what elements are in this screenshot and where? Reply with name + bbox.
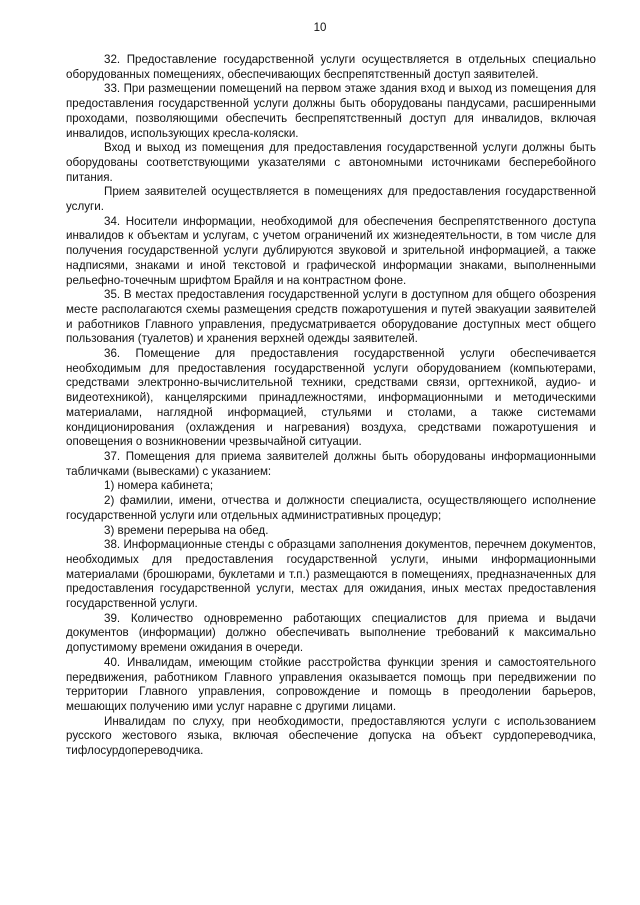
paragraph-33: 33. При размещении помещений на первом этаже здания вход и выход из помещения для предоставления государственной услуги должны быть оборудованы пандусами, расширенными проходами, позволяющими обеспечить беспрепятственный доступ для инвалидов, включая инвалидов, использующих кресла-коляски. xyxy=(66,82,596,140)
paragraph-39: 39. Количество одновременно работающих специалистов для приема и выдачи документов (информации) должно обеспечивать выполнение требований к максимально допустимому времени ожидания в очереди. xyxy=(66,611,596,655)
list-item-1: 1) номера кабинета; xyxy=(104,479,214,493)
paragraph-34: 34. Носители информации, необходимой для обеспечения беспрепятственного доступа инвалидов к объектам и услугам, с учетом ограничений их жизнедеятельности, в том числе для получения государственной услуги дублируются звуковой и зрительной информацией, а также надписями, знаками и иной текстовой и графической информации знаками, выполненными рельефно-точечным шрифтом Брайля и на контрастном фоне. xyxy=(66,214,596,287)
paragraph-35: 35. В местах предоставления государственной услуги в доступном для общего обозрения месте располагаются схемы размещения средств пожаротушения и путей эвакуации заявителей и работников Главного управления, предусматривается оборудование доступных мест общего пользования (туалетов) и хранения верхней одежды заявителей. xyxy=(66,288,596,346)
paragraph-38: 38. Информационные стенды с образцами заполнения документов, перечнем документов, необходимых для предоставления государственной услуги, иными информационными материалами (брошюрами, буклетами и т.п.) размещаются в помещениях, предназначенных для предоставления государственной услуги, местах для ожидания, иных местах предоставления государственной услуги. xyxy=(66,538,596,611)
page-number: 10 xyxy=(313,22,327,34)
list-item-3: 3) времени перерыва на обед. xyxy=(104,523,269,537)
paragraph-33-entrance-signs: Вход и выход из помещения для предоставления государственной услуги должны быть оборудованы соответствующими указателями с автономными источниками бесперебойного питания. xyxy=(66,141,596,184)
document-body xyxy=(66,53,596,759)
paragraph-36: 36. Помещение для предоставления государственной услуги обеспечивается необходимым для предоставления государственной услуги оборудованием (компьютерами, средствами электронно-вычислительной техники, средствами связи, оргтехникой, аудио- и видеотехникой), канцелярскими принадлежностями, информационными и методическими материалами, наглядной информацией, стульями и столами, а также системами кондиционирования (охлаждения и нагревания) воздуха, средствами пожаротушения и оповещения о возникновении чрезвычайной ситуации. xyxy=(66,347,596,449)
paragraph-40-hearing: Инвалидам по слуху, при необходимости, предоставляются услуги с использованием русского жестового языка, включая обеспечение допуска на объект сурдопереводчика, тифлосурдопереводчика. xyxy=(66,714,596,758)
paragraph-40: 40. Инвалидам, имеющим стойкие расстройства функции зрения и самостоятельного передвижения, работником Главного управления оказывается помощь при передвижении по территории Главного управления, сопровождение и помощь в преодолении барьеров, мешающих получению ими услуг наравне с другими лицами. xyxy=(66,655,596,713)
paragraph-33-reception: Прием заявителей осуществляется в помещениях для предоставления государственной услуги. xyxy=(66,185,596,214)
paragraph-32: 32. Предоставление государственной услуги осуществляется в отдельных специально оборудованных помещениях, обеспечивающих беспрепятственный доступ заявителей. xyxy=(66,53,596,81)
list-item-2: 2) фамилии, имени, отчества и должности специалиста, осуществляющего исполнение государственной услуги или отдельных административных процедур; xyxy=(66,494,596,522)
paragraph-37: 37. Помещения для приема заявителей должны быть оборудованы информационными табличками (вывесками) с указанием: xyxy=(66,449,596,478)
